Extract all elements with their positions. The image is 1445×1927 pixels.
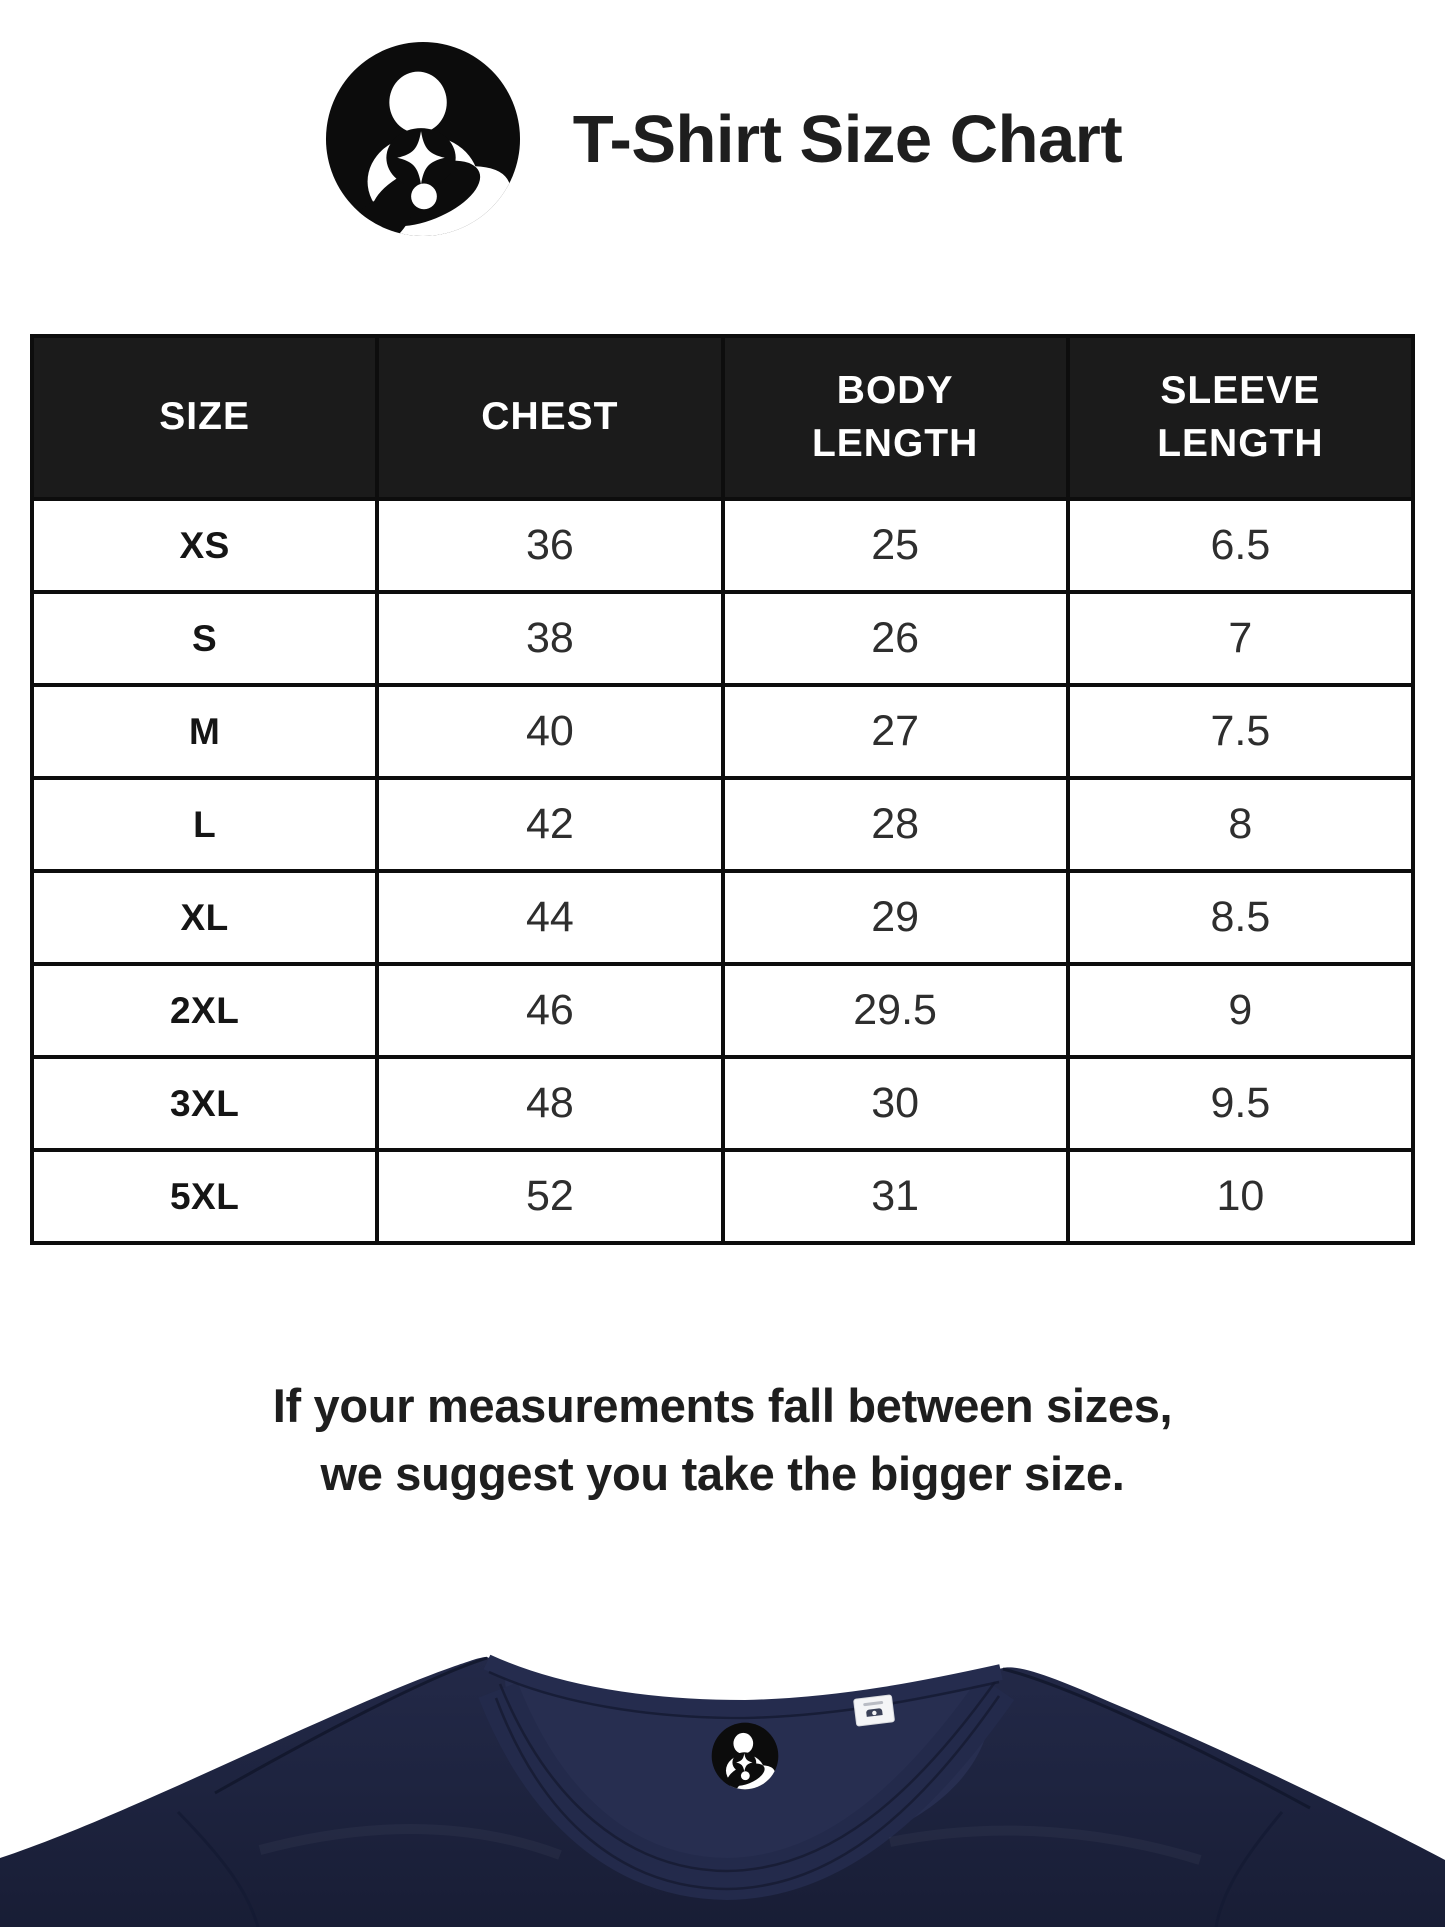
cell-body-length: 29.5 [723, 964, 1068, 1057]
fit-note-line2: we suggest you take the bigger size. [320, 1447, 1125, 1500]
table-row [32, 778, 1413, 871]
cell-chest: 42 [377, 778, 722, 871]
cell-chest: 52 [377, 1150, 722, 1243]
cell-body-length: 27 [723, 685, 1068, 778]
table-row [32, 499, 1413, 592]
fit-note-line1: If your measurements fall between sizes, [272, 1379, 1173, 1432]
table-row [32, 1150, 1413, 1243]
cell-chest: 48 [377, 1057, 722, 1150]
table-row [32, 1057, 1413, 1150]
brand-logo-icon [323, 40, 523, 238]
cell-size: S [32, 592, 377, 685]
cell-body-length: 29 [723, 871, 1068, 964]
cell-sleeve-length: 9 [1068, 964, 1413, 1057]
cell-chest: 38 [377, 592, 722, 685]
cell-size: XL [32, 871, 377, 964]
column-header-body-length: BODY LENGTH [723, 336, 1068, 499]
cell-body-length: 25 [723, 499, 1068, 592]
cell-size: L [32, 778, 377, 871]
column-header-size: SIZE [32, 336, 377, 499]
cell-chest: 36 [377, 499, 722, 592]
page-title: T-Shirt Size Chart [572, 101, 1123, 177]
brand-header [0, 40, 1445, 238]
size-chart-table [30, 334, 1415, 1245]
cell-sleeve-length: 7.5 [1068, 685, 1413, 778]
table-row [32, 871, 1413, 964]
cell-body-length: 28 [723, 778, 1068, 871]
table-header-row [32, 336, 1413, 499]
cell-body-length: 26 [723, 592, 1068, 685]
cell-sleeve-length: 8.5 [1068, 871, 1413, 964]
cell-body-length: 30 [723, 1057, 1068, 1150]
cell-size: M [32, 685, 377, 778]
cell-sleeve-length: 8 [1068, 778, 1413, 871]
cell-size: XS [32, 499, 377, 592]
cell-chest: 40 [377, 685, 722, 778]
column-header-sleeve-length: SLEEVE LENGTH [1068, 336, 1413, 499]
cell-body-length: 31 [723, 1150, 1068, 1243]
table-row [32, 964, 1413, 1057]
cell-sleeve-length: 6.5 [1068, 499, 1413, 592]
cell-sleeve-length: 7 [1068, 592, 1413, 685]
fit-note [0, 1372, 1445, 1508]
cell-size: 2XL [32, 964, 377, 1057]
cell-sleeve-length: 10 [1068, 1150, 1413, 1243]
table-row [32, 592, 1413, 685]
care-tag [854, 1695, 895, 1726]
cell-size: 3XL [32, 1057, 377, 1150]
table-row [32, 685, 1413, 778]
cell-chest: 44 [377, 871, 722, 964]
cell-sleeve-length: 9.5 [1068, 1057, 1413, 1150]
cell-chest: 46 [377, 964, 722, 1057]
tshirt-collar-photo [0, 1580, 1445, 1927]
column-header-chest: CHEST [377, 336, 722, 499]
cell-size: 5XL [32, 1150, 377, 1243]
